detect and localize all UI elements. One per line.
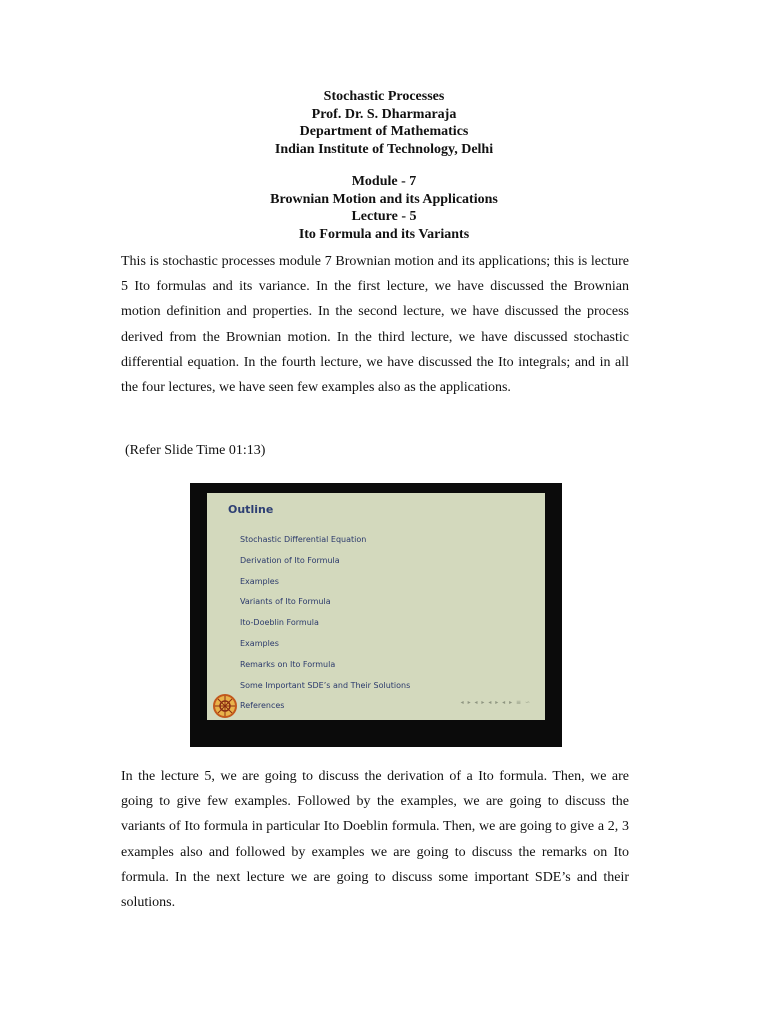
slide-outline-list — [240, 530, 410, 717]
professor-name: Prof. Dr. S. Dharmaraja — [311, 106, 457, 122]
slide-image — [190, 483, 562, 747]
outline-paragraph: In the lecture 5, we are going to discuss the derivation of a Ito formula. Then, we are going to give few examples. Followed by the examples, we are going to discuss the variants of Ito formula in particular Ito Doeblin formula. Then, we are going to give a 2, 3 examples also and followed by examples we are going to discuss the remarks on Ito formula. In the next lecture we are going to discuss some important SDE’s and their solutions. — [121, 769, 629, 911]
lecture-number: Lecture - 5 — [351, 209, 417, 224]
nptel-logo-icon — [212, 693, 238, 719]
list-item: Derivation of Ito Formula — [240, 555, 340, 565]
list-item: Ito-Doeblin Formula — [240, 618, 319, 628]
lecture-title: Ito Formula and its Variants — [298, 226, 470, 242]
institute-name: Indian Institute of Technology, Delhi — [274, 141, 494, 157]
department-name: Department of Mathematics — [299, 124, 469, 139]
beamer-navigation-icon: ◂ ▸ ◂ ▸ ◂ ▸ ◂ ▸ ≡ ∽ — [460, 699, 531, 706]
list-item: Stochastic Differential Equation — [240, 535, 367, 544]
module-number: Module - 7 — [351, 174, 417, 189]
lecture-header — [0, 88, 768, 243]
list-item: References — [240, 701, 285, 711]
list-item: Remarks on Ito Formula — [240, 659, 336, 669]
course-title: Stochastic Processes — [323, 89, 445, 104]
list-item: Examples — [240, 576, 279, 586]
list-item: Examples — [240, 638, 279, 648]
module-title: Brownian Motion and its Applications — [270, 191, 498, 207]
list-item: Variants of Ito Formula — [240, 597, 331, 607]
refer-slide-time: (Refer Slide Time 01:13) — [125, 443, 266, 458]
list-item: Some Important SDE’s and Their Solutions — [240, 680, 411, 690]
intro-paragraph: This is stochastic processes module 7 Brownian motion and its applications; this is lecture 5 Ito formulas and its variance. In the first lecture, we have discussed the Brownian motion definition and properties. In the second lecture, we have discussed the process derived from the Brownian motion. In the third lecture, we have discussed stochastic differential equation. In the fourth lecture, we have discussed the Ito integrals; and in all the four lectures, we have seen few examples also as the applications. — [121, 254, 629, 396]
slide-title: Outline — [228, 503, 274, 516]
slide-content — [207, 493, 545, 720]
